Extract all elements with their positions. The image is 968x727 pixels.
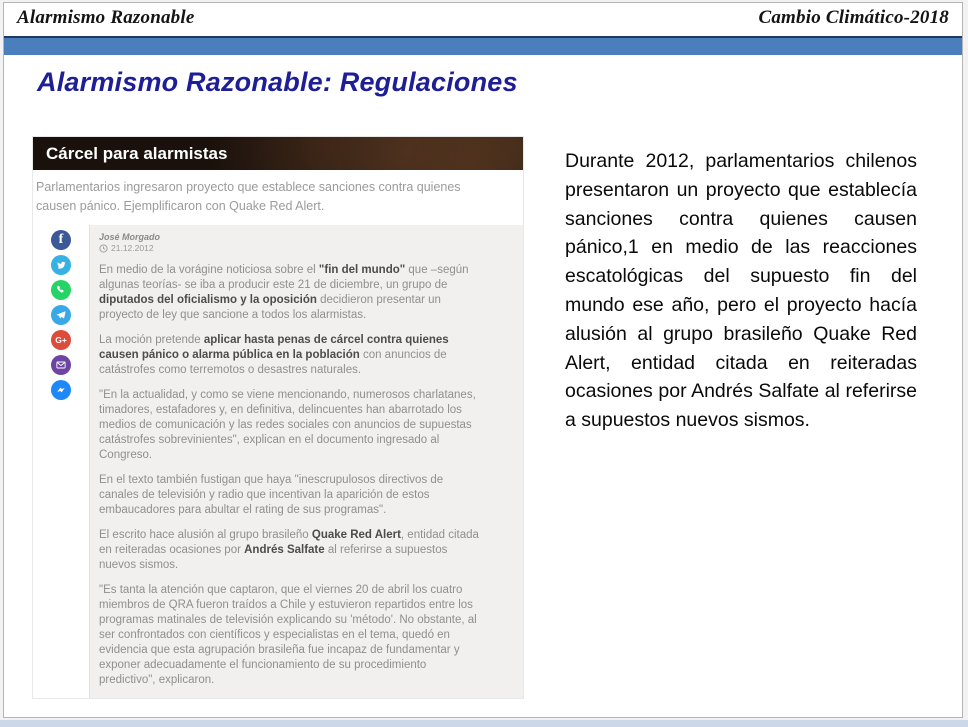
article-paragraph: "Es tanta la atención que captaron, que el viernes 20 de abril los cuatro miembros de QRA fueron traídos a Chile y estuvieron repartidos entre los programas matinales de televisión explicando su 'método'. No obstante, al ser confrontados con científicos y especialistas en el tema, quedó en evidencia que esta agrupación brasileña fue incapaz de fundamentar y exponer adecuadamente el funcionamiento de su procedimiento predictivo", explicaron. <box>99 584 477 686</box>
post-date-text: 21.12.2012 <box>111 243 154 253</box>
page-title: Alarmismo Razonable: Regulaciones <box>37 67 518 97</box>
header-left-title: Alarmismo Razonable <box>17 7 195 28</box>
article-paragraph: La moción pretende aplicar hasta penas de cárcel contra quienes causen pánico o alarma pública en la población con anuncios de catástrofes como terremotos o desastres naturales. <box>99 334 449 376</box>
slide <box>3 2 963 718</box>
author-name: José Morgado <box>99 232 161 242</box>
article-screenshot <box>33 137 523 698</box>
bottom-strip <box>0 720 968 727</box>
social-share-column <box>33 225 89 698</box>
article-subtitle: Parlamentarios ingresaron proyecto que establece sanciones contra quienes causen pánico. Ejemplificaron con Quake Red Alert. <box>33 170 523 225</box>
telegram-icon[interactable] <box>51 305 71 325</box>
article-paragraph: "En la actualidad, y como se viene mencionando, numerosos charlatanes, timadores, estafadores y, en definitiva, delincuentes han abarrotado los medios de comunicación y las redes sociales con anuncios de supuestas catástrofes sobrevinientes", explican en el documento ingresado al Congreso. <box>99 389 476 461</box>
slide-header <box>17 7 949 29</box>
whatsapp-icon[interactable] <box>51 280 71 300</box>
article-body <box>33 225 523 698</box>
post-date <box>99 243 483 253</box>
googleplus-icon[interactable]: G+ <box>51 330 71 350</box>
clock-icon <box>99 244 108 253</box>
article-paragraph: En medio de la vorágine noticiosa sobre el "fin del mundo" que –según algunas teorías- se iba a producir este 21 de diciembre, un grupo de diputados del oficialismo y la oposición decidieron presentar un proyecto de ley que sancione a todos los alarmistas. <box>99 264 469 321</box>
byline <box>99 232 483 253</box>
header-right-title: Cambio Climático-2018 <box>758 7 949 28</box>
article-paragraph: En el texto también fustigan que haya "inescrupulosos directivos de canales de televisión y radio que incentivan la aparición de estos embaucadores para abultar el rating de sus programas". <box>99 474 444 516</box>
facebook-icon[interactable]: f <box>51 230 71 250</box>
article-paragraph: El escrito hace alusión al grupo brasileño Quake Red Alert, entidad citada en reiteradas ocasiones por Andrés Salfate al referirse a supuestos nuevos sismos. <box>99 529 479 571</box>
article-paragraphs <box>99 263 483 688</box>
article-banner-title: Cárcel para alarmistas <box>46 143 228 163</box>
accent-bar <box>4 36 962 55</box>
messenger-icon[interactable] <box>51 380 71 400</box>
slide-body-text: Durante 2012, parlamentarios chilenos presentaron un proyecto que establecía sanciones contra quienes causen pánico,1 en medio de las reacciones escatológicas del supuesto fin del mundo ese año, pero el proyecto hacía alusión al grupo brasileño Quake Red Alert, entidad citada en reiteradas ocasiones por Andrés Salfate al referirse a supuestos nuevos sismos. <box>565 150 917 432</box>
article-text-column <box>89 225 523 698</box>
twitter-icon[interactable] <box>51 255 71 275</box>
email-icon[interactable] <box>51 355 71 375</box>
article-banner <box>33 137 523 170</box>
